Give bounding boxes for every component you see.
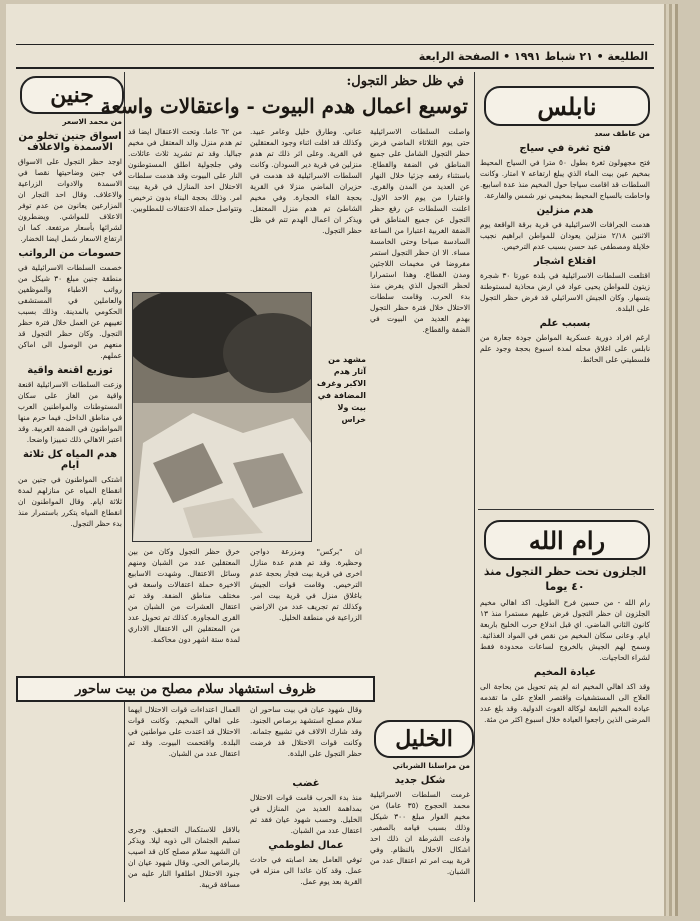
hebron-section-title: الخليل xyxy=(374,720,474,758)
section-divider xyxy=(478,509,654,510)
janin-subhead-4: هدم المياه كل ثلاثة ايام xyxy=(22,449,118,471)
demolition-photo-drawing xyxy=(133,293,311,541)
nablus-subhead: فتح ثغرة في سياج xyxy=(519,143,611,154)
janin-body-3: وزعت السلطات الاسرائيلية اقنعة واقية من الغاز على سكان المستوطنات والمواطنين العرب في مناطق الداخل. فيما حرم منها المواطنون في الضفة الغربية. وقد اعتبر الاهالي ذلك تمييزا واضحا. xyxy=(18,380,122,444)
main-story-col-1: واصلت السلطات الاسرائيلية حتى يوم الثلاثاء الماضي فرض حظر التجول الشامل على جميع المناطق في الضفة والقطاع. باستثناء رفعه جزئيا خلال النهار عن العديد من المدن والقرى. واعتبارا من يوم الاحد الاول. اعلنت السلطات عن رفع حظر التجول عن جميع المناطق في الضفة الغربية اعتبارا من الساعة السادسة صباحا وحتى الخامسة مساء. الا ان حظر التجول استمر مفروضا في مخيمات اللاجئين ومدن القطاع. وهذا استمرارا لحظر التجول الذي يفرض منذ بدء الحرب. وقامت سلطات الاحتلال خلال فترة حظر التجول بهدم العديد من البيوت في الضفة والقطاع. xyxy=(370,127,470,334)
nablus-body-2: هدمت الجرافات الاسرائيلية في قرية برقة الواقعة يوم الاثنين ٢/١٨ منزلين يعودان للمواطن ابراهيم نجيب خلايلة ومصطفى عبد حسن بسبب عدم الترخيص. xyxy=(480,220,650,251)
nablus-section-title: نابلس xyxy=(484,86,650,126)
main-story-col-3: من ٦٢ عاما. وتحت الاعتقال ايضا قد تم هدم منزل والد المعتقل في مخيم جباليا. وقد تم تشريد ثلاث عائلات. وفي جلجولية اطلق المستوطنون النار على البيوت وقد هدمت سلطات الاحتلال احد المنازل في قرية بيت امر. وذلك بحجة البناء بدون ترخيص. وتتواصل حملة الاعتقالات للمطلوبين. xyxy=(128,127,242,213)
nablus-byline: من عاطف سعد xyxy=(594,129,650,138)
ramallah-subhead: الجلزون تحت حظر التجول منذ ٤٠ يوما xyxy=(483,565,647,593)
janin-subhead-2: حسومات من الرواتب xyxy=(18,248,122,259)
hebron-body-3: توفي العامل بعد اصابته في حادث عمل. وقد كان عائدا الى منزله في القرية بعد يوم عمل. xyxy=(250,855,362,886)
ramallah-section-title: رام الله xyxy=(484,520,650,560)
hebron-subhead-3: عمال لطوطمي xyxy=(268,840,344,851)
hebron-body-2: منذ بدء الحرب قامت قوات الاحتلال بمداهمة العديد من المنازل في الخليل. وحسب شهود عيان فقد تم اعتقال عدد من الشبان. xyxy=(250,793,362,835)
nablus-column xyxy=(480,126,650,506)
below-photo-col-2: ان "بركس" ومزرعة دواجن وحظيرة. وقد تم هدم عدة منازل اخرى في قرية بيت فجار بحجة عدم الترخيص. وقامت قوات الجيش باغلاق منزل في قرية بيت امر. وكذلك تم تجريف عدد من الاراضي الزراعية في منطقة الخليل. xyxy=(250,547,362,622)
janin-byline: من محمد الاسعر xyxy=(62,117,122,126)
newspaper-page xyxy=(6,4,664,916)
column-rule xyxy=(474,72,475,902)
hebron-byline: من مراسلنا الشرباتي xyxy=(392,761,470,770)
janin-body-4: اشتكى المواطنون في جنين من انقطاع المياه عن منازلهم لمدة ثلاثة ايام. وقال المواطنون ان انقطاع المياه يتكرر باستمرار منذ بدء حظر التجول. xyxy=(18,475,122,528)
header-text: الطليعة • ٢١ شباط ١٩٩١ • الصفحة الرابعة xyxy=(418,49,648,63)
hebron-subhead: شكل جديد xyxy=(394,775,446,786)
column-rule xyxy=(124,72,125,902)
janin-body: اوجد حظر التجول على الاسواق في جنين وضاحيتها نقصا في الاسمدة والادوات الزراعية والاعلاف. وقال احد التجار ان المزارعين يعانون من عدم توفر الاعلاف للمواشي. ويضطرون لشرائها بأسعار مرتفعة. كما ان ارتفاع الاسعار شمل ايضا الخضار. xyxy=(18,157,122,243)
nablus-subhead-2: هدم منزلين xyxy=(536,205,594,216)
hebron-subhead-2: غضب xyxy=(292,778,320,789)
hebron-column xyxy=(370,758,470,898)
janin-column xyxy=(18,114,122,899)
ramallah-body: رام الله - من حسين فرح الطويل. اكد اهالي مخيم الجلزون ان حظر التجول فرض عليهم مستمرا منذ ١٣ كانون الثاني الماضي. اي قبل اندلاع حرب الخليج باربعة ايام. وعانى سكان المخيم من نقص في المواد الغذائية. وسمح لهم الجيش بالخروج لساعات محدودة فقط لشراء الحاجيات. xyxy=(480,598,650,662)
hebron-column-2 xyxy=(250,774,362,898)
ramallah-body-2: وقد اكد اهالي المخيم انه لم يتم تحويل من بحاجة الى العلاج الى المستشفيات واقتصر العلاج على ما تقدمه عيادة المخيم التابعة لوكالة الغوث الدولية. وقد بلغ عدد المرضى الذين راجعوا العيادة خلال اسبوع اكثر من مئة. xyxy=(480,682,650,724)
nablus-subhead-3: اقتلاع اشجار xyxy=(534,256,596,267)
main-kicker: في ظل حظر التجول: xyxy=(346,74,464,89)
janin-subhead-3: توزيع اقنعة واقية xyxy=(27,365,113,376)
janin-section-title: جنين xyxy=(20,76,124,114)
ramallah-subhead-2: عيادة المخيم xyxy=(533,667,597,678)
main-story-col-2: عناني. وطارق خليل وعامر عبيد. وكذلك قد افلت اثناء وجود المعتقلين في القرية. وعلى اثر ذلك تم هدم منزلين في قرية دير السودان. وكانت السلطات الاسرائيلية قد هدمت في حزيران الماضي منزلا في القرية بحجة القاء الحجارة. وفي مخيم الشاطئ تم هدم منزل المعتقل. ويذكر ان اعمال الهدم تتم في ظل حظر التجول. xyxy=(250,127,362,235)
photo-caption: مشهد من آثار هدم الاكبر وغرف المضافة في بيت ولا خراس xyxy=(316,355,366,424)
nablus-body-3: اقتلعت السلطات الاسرائيلية في بلدة عورتا ٣٠ شجرة زيتون للمواطن يحيى عواد في ارض محاذية لمستوطنة يتسهار. وكان الجيش الاسرائيلي قد فرض حظر التجول على البلدة. xyxy=(480,271,650,313)
bottom-story-col-1: بالاقل للاستكمال التحقيق. وجرى تسليم الجثمان الى ذويه ليلا. ويذكر ان الشهيد سلام مصلح كان قد اصيب بالرصاص الحي. وقال شهود عيان ان جنود الاحتلال اطلقوا النار عليه من مسافة قريبة. xyxy=(128,824,240,898)
nablus-subhead-4: بسبب علم xyxy=(539,318,591,329)
hebron-body: غرمت السلطات الاسرائيلية محمد الحجوج (٣٥ عاما) من مخيم الفوار مبلغ ٣٠٠ شيكل وذلك بسبب قيامه بالصفير. وادعت الشرطة ان ذلك احد اشكال الاخلال بالنظام. وفي قرية بيت امر تم اعتقال عدد من الشبان. xyxy=(370,790,470,876)
demolition-photo xyxy=(132,292,312,542)
page-header xyxy=(16,44,654,69)
main-headline: توسيع اعمال هدم البيوت - واعتقالات واسعة xyxy=(100,94,468,118)
janin-body-2: خصمت السلطات الاسرائيلية في منطقة جنين مبلغ ٣٠ شيكل من رواتب الاطباء والموظفين والعاملين في المستشفى الحكومي بالمدينة. وذلك بسبب تغيبهم عن العمل خلال فترة حظر التجول. وكان حظر التجول قد منعهم من الوصول الى اماكن عملهم. xyxy=(18,263,122,360)
below-photo-col-1: خرق حظر التجول وكان من بين المعتقلين عدد من الشبان ومنهم وسائل الاعتقال. وشهدت الاسابيع الاخيرة حملة اعتقالات واسعة في مختلف مناطق الضفة. وقد تم اعتقال العشرات من الشبان من القرى المجاورة. كذلك تم تحويل عدد من المعتقلين الى الاعتقال الاداري لمدة ستة اشهر دون محاكمة. xyxy=(128,547,240,644)
nablus-body-4: ارغم افراد دورية عسكرية المواطن جودة جعارة من نابلس على اغلاق محله لمدة اسبوع بحجة وجود علم فلسطيني على الحائط. xyxy=(480,333,650,364)
ramallah-column xyxy=(480,560,650,900)
nablus-body: فتح مجهولون ثغرة بطول ٥٠ مترا في السياج المحيط بمخيم عين بيت الماء الذي يبلغ ارتفاعه ٧ امتار. وكانت السلطات قد اقامت سياجا حول المخيم منذ عدة اسابيع. واحاطت بالسياج المحيط بمخيمي نور شمس والفارعة. xyxy=(480,158,650,200)
janin-subhead: اسواق جنين تخلو من الاسمدة والاعلاف xyxy=(18,131,122,153)
sahour-banner: ظروف استشهاد سلام مصلح من بيت ساحور xyxy=(16,676,375,702)
bottom-story-col-2: العمال اعتداءات قوات الاحتلال ايهما على اهالي المخيم. وكانت قوات الاحتلال قد اعتدت على مواطنين في البلدة. واقتحمت البيوت. وقد تم اعتقال عدد من الشبان. xyxy=(128,705,240,758)
bottom-story-col-3: وقال شهود عيان في بيت ساحور ان سلام مصلح استشهد برصاص الجنود. وقد شارك الالاف في تشييع جثمانه. وكانت قوات الاحتلال قد فرضت حظر التجول على البلدة. xyxy=(250,705,362,758)
